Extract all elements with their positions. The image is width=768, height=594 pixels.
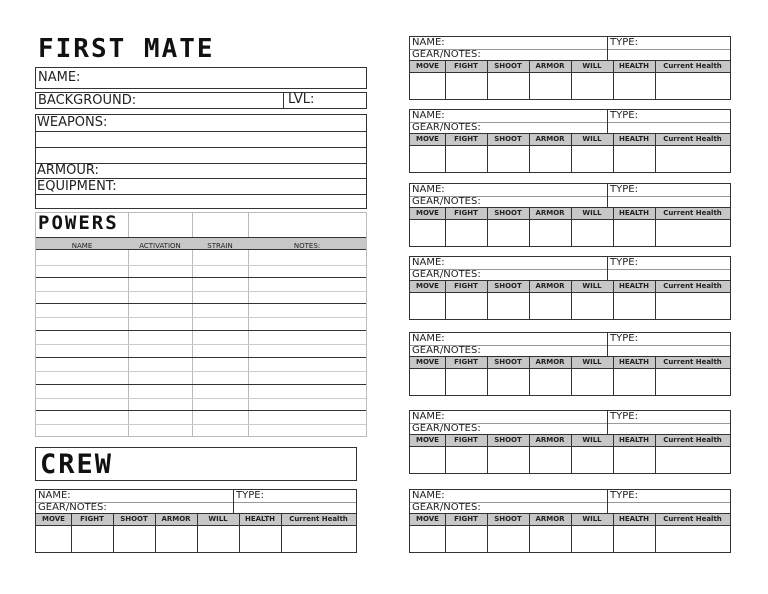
stat-divider <box>529 513 530 552</box>
stat-will: WILL <box>208 515 228 523</box>
stat-health: HEALTH <box>619 282 649 290</box>
crew-type-label: TYPE: <box>610 333 638 344</box>
stat-divider <box>487 434 488 473</box>
stat-armor: ARMOR <box>535 62 565 70</box>
stat-header-row <box>410 280 730 293</box>
stat-armor: ARMOR <box>161 515 191 523</box>
stat-fight: FIGHT <box>454 209 478 217</box>
crew-type-label: TYPE: <box>610 411 638 422</box>
power-row-line <box>36 277 366 278</box>
power-row-line <box>36 344 366 345</box>
stat-header-row <box>410 207 730 220</box>
stat-fight: FIGHT <box>454 515 478 523</box>
stat-divider <box>445 60 446 99</box>
stat-will: WILL <box>582 358 602 366</box>
crew-type-label: TYPE: <box>236 490 264 501</box>
stat-divider <box>613 513 614 552</box>
power-row-line <box>36 384 366 385</box>
stat-header-row <box>410 356 730 369</box>
crew-card[interactable] <box>409 256 731 320</box>
stat-fight: FIGHT <box>454 436 478 444</box>
stat-shoot: SHOOT <box>494 135 522 143</box>
stat-fight: FIGHT <box>454 135 478 143</box>
powers-col-activation: ACTIVATION <box>139 242 181 250</box>
background-field[interactable] <box>35 92 367 109</box>
stat-move: MOVE <box>416 436 439 444</box>
stat-divider <box>113 513 114 552</box>
stat-divider <box>655 207 656 246</box>
stat-divider <box>529 207 530 246</box>
crew-name-label: NAME: <box>412 490 445 501</box>
power-row-line <box>36 303 366 304</box>
stat-will: WILL <box>582 135 602 143</box>
stat-divider <box>239 513 240 552</box>
powers-col-name: NAME <box>71 242 93 250</box>
stat-fight: FIGHT <box>454 62 478 70</box>
stat-current-health: Current Health <box>663 358 722 366</box>
stat-shoot: SHOOT <box>120 515 148 523</box>
equipment-line <box>35 194 367 195</box>
power-row-line <box>36 291 366 292</box>
crew-type-label: TYPE: <box>610 490 638 501</box>
crew-gear-label: GEAR/NOTES: <box>412 122 481 133</box>
weapons-line-2 <box>35 147 367 148</box>
crew-card[interactable] <box>409 36 731 100</box>
stat-current-health: Current Health <box>663 282 722 290</box>
crew-name-label: NAME: <box>38 490 71 501</box>
stat-divider <box>445 207 446 246</box>
crew-gear-label: GEAR/NOTES: <box>412 196 481 207</box>
stat-header-row <box>410 133 730 146</box>
armour-label[interactable]: ARMOUR: <box>37 163 99 178</box>
stat-divider <box>487 513 488 552</box>
stat-divider <box>613 133 614 172</box>
stat-will: WILL <box>582 515 602 523</box>
crew-type-label: TYPE: <box>610 257 638 268</box>
powers-header-row <box>36 237 366 250</box>
stat-divider <box>655 133 656 172</box>
stat-divider <box>487 60 488 99</box>
powers-title: POWERS <box>38 212 119 234</box>
stat-armor: ARMOR <box>535 135 565 143</box>
stat-divider <box>71 513 72 552</box>
stat-divider <box>445 434 446 473</box>
stat-current-health: Current Health <box>663 209 722 217</box>
stat-divider <box>529 280 530 319</box>
equipment-label[interactable]: EQUIPMENT: <box>37 179 117 194</box>
lvl-label[interactable]: LVL: <box>288 92 315 107</box>
crew-gear-label: GEAR/NOTES: <box>412 423 481 434</box>
crew-gear-label: GEAR/NOTES: <box>412 345 481 356</box>
crew-name-label: NAME: <box>412 110 445 121</box>
stat-header-row <box>36 513 356 526</box>
crew-name-label: NAME: <box>412 257 445 268</box>
stat-shoot: SHOOT <box>494 62 522 70</box>
crew-card[interactable] <box>409 489 731 553</box>
background-label: BACKGROUND: <box>38 93 137 108</box>
stat-divider <box>655 280 656 319</box>
stat-shoot: SHOOT <box>494 436 522 444</box>
stat-fight: FIGHT <box>80 515 104 523</box>
stat-divider <box>571 280 572 319</box>
stat-divider <box>281 513 282 552</box>
crew-name-label: NAME: <box>412 37 445 48</box>
stat-health: HEALTH <box>619 436 649 444</box>
stat-divider <box>655 60 656 99</box>
crew-type-label: TYPE: <box>610 37 638 48</box>
crew-gear-label: GEAR/NOTES: <box>412 269 481 280</box>
powers-table <box>35 212 367 437</box>
name-field[interactable] <box>35 67 367 89</box>
stat-divider <box>487 207 488 246</box>
stat-divider <box>655 513 656 552</box>
stat-divider <box>571 207 572 246</box>
crew-title-box <box>35 447 357 481</box>
stat-armor: ARMOR <box>535 436 565 444</box>
stat-move: MOVE <box>416 135 439 143</box>
stat-divider <box>445 513 446 552</box>
stat-header-row <box>410 434 730 447</box>
crew-card[interactable] <box>35 489 357 553</box>
stat-current-health: Current Health <box>289 515 348 523</box>
stat-health: HEALTH <box>245 515 275 523</box>
stat-shoot: SHOOT <box>494 209 522 217</box>
stat-current-health: Current Health <box>663 135 722 143</box>
stat-move: MOVE <box>416 209 439 217</box>
stat-divider <box>571 356 572 395</box>
crew-card[interactable] <box>409 183 731 247</box>
stat-armor: ARMOR <box>535 358 565 366</box>
stat-divider <box>571 60 572 99</box>
crew-type-label: TYPE: <box>610 184 638 195</box>
power-row-line <box>36 424 366 425</box>
stat-move: MOVE <box>416 515 439 523</box>
stat-will: WILL <box>582 436 602 444</box>
stat-health: HEALTH <box>619 358 649 366</box>
stat-divider <box>487 280 488 319</box>
stat-divider <box>529 356 530 395</box>
power-row-line <box>36 357 366 358</box>
stat-divider <box>613 280 614 319</box>
stat-shoot: SHOOT <box>494 358 522 366</box>
stat-divider <box>445 133 446 172</box>
stat-divider <box>571 133 572 172</box>
stat-divider <box>529 133 530 172</box>
power-row-line <box>36 265 366 266</box>
stat-move: MOVE <box>42 515 65 523</box>
stat-divider <box>445 356 446 395</box>
crew-gear-label: GEAR/NOTES: <box>38 502 107 513</box>
crew-type-label: TYPE: <box>610 110 638 121</box>
stat-divider <box>655 434 656 473</box>
crew-gear-label: GEAR/NOTES: <box>412 49 481 60</box>
name-label: NAME: <box>38 70 81 85</box>
crew-card[interactable] <box>409 410 731 474</box>
power-row-line <box>36 398 366 399</box>
crew-card[interactable] <box>409 109 731 173</box>
stat-fight: FIGHT <box>454 282 478 290</box>
stat-fight: FIGHT <box>454 358 478 366</box>
crew-gear-label: GEAR/NOTES: <box>412 502 481 513</box>
stat-divider <box>487 133 488 172</box>
stat-move: MOVE <box>416 282 439 290</box>
weapons-label[interactable]: WEAPONS: <box>37 115 108 130</box>
stat-divider <box>613 434 614 473</box>
stat-current-health: Current Health <box>663 515 722 523</box>
stat-divider <box>445 280 446 319</box>
powers-col-notes: NOTES: <box>293 242 321 250</box>
power-row-line <box>36 330 366 331</box>
stat-divider <box>571 434 572 473</box>
weapons-line-1 <box>35 131 367 132</box>
crew-name-label: NAME: <box>412 411 445 422</box>
stat-divider <box>613 356 614 395</box>
stat-will: WILL <box>582 62 602 70</box>
stat-divider <box>655 356 656 395</box>
first-mate-title: FIRST MATE <box>38 34 215 64</box>
lvl-divider <box>283 92 284 109</box>
power-row-line <box>36 371 366 372</box>
stat-health: HEALTH <box>619 515 649 523</box>
stat-current-health: Current Health <box>663 62 722 70</box>
stat-divider <box>613 60 614 99</box>
crew-title: CREW <box>40 449 114 480</box>
power-row-line <box>36 317 366 318</box>
stat-armor: ARMOR <box>535 515 565 523</box>
stat-divider <box>487 356 488 395</box>
stat-move: MOVE <box>416 62 439 70</box>
stat-will: WILL <box>582 209 602 217</box>
stat-current-health: Current Health <box>663 436 722 444</box>
stat-header-row <box>410 513 730 526</box>
stat-move: MOVE <box>416 358 439 366</box>
stat-divider <box>197 513 198 552</box>
stat-will: WILL <box>582 282 602 290</box>
stat-shoot: SHOOT <box>494 282 522 290</box>
stat-divider <box>529 434 530 473</box>
stat-divider <box>613 207 614 246</box>
stat-armor: ARMOR <box>535 282 565 290</box>
stat-divider <box>529 60 530 99</box>
stat-health: HEALTH <box>619 209 649 217</box>
stat-shoot: SHOOT <box>494 515 522 523</box>
power-row-line <box>36 410 366 411</box>
stat-divider <box>155 513 156 552</box>
stat-health: HEALTH <box>619 135 649 143</box>
stat-health: HEALTH <box>619 62 649 70</box>
stat-armor: ARMOR <box>535 209 565 217</box>
stat-divider <box>571 513 572 552</box>
stat-header-row <box>410 60 730 73</box>
crew-name-label: NAME: <box>412 333 445 344</box>
crew-name-label: NAME: <box>412 184 445 195</box>
powers-col-strain: STRAIN <box>207 242 233 250</box>
crew-card[interactable] <box>409 332 731 396</box>
